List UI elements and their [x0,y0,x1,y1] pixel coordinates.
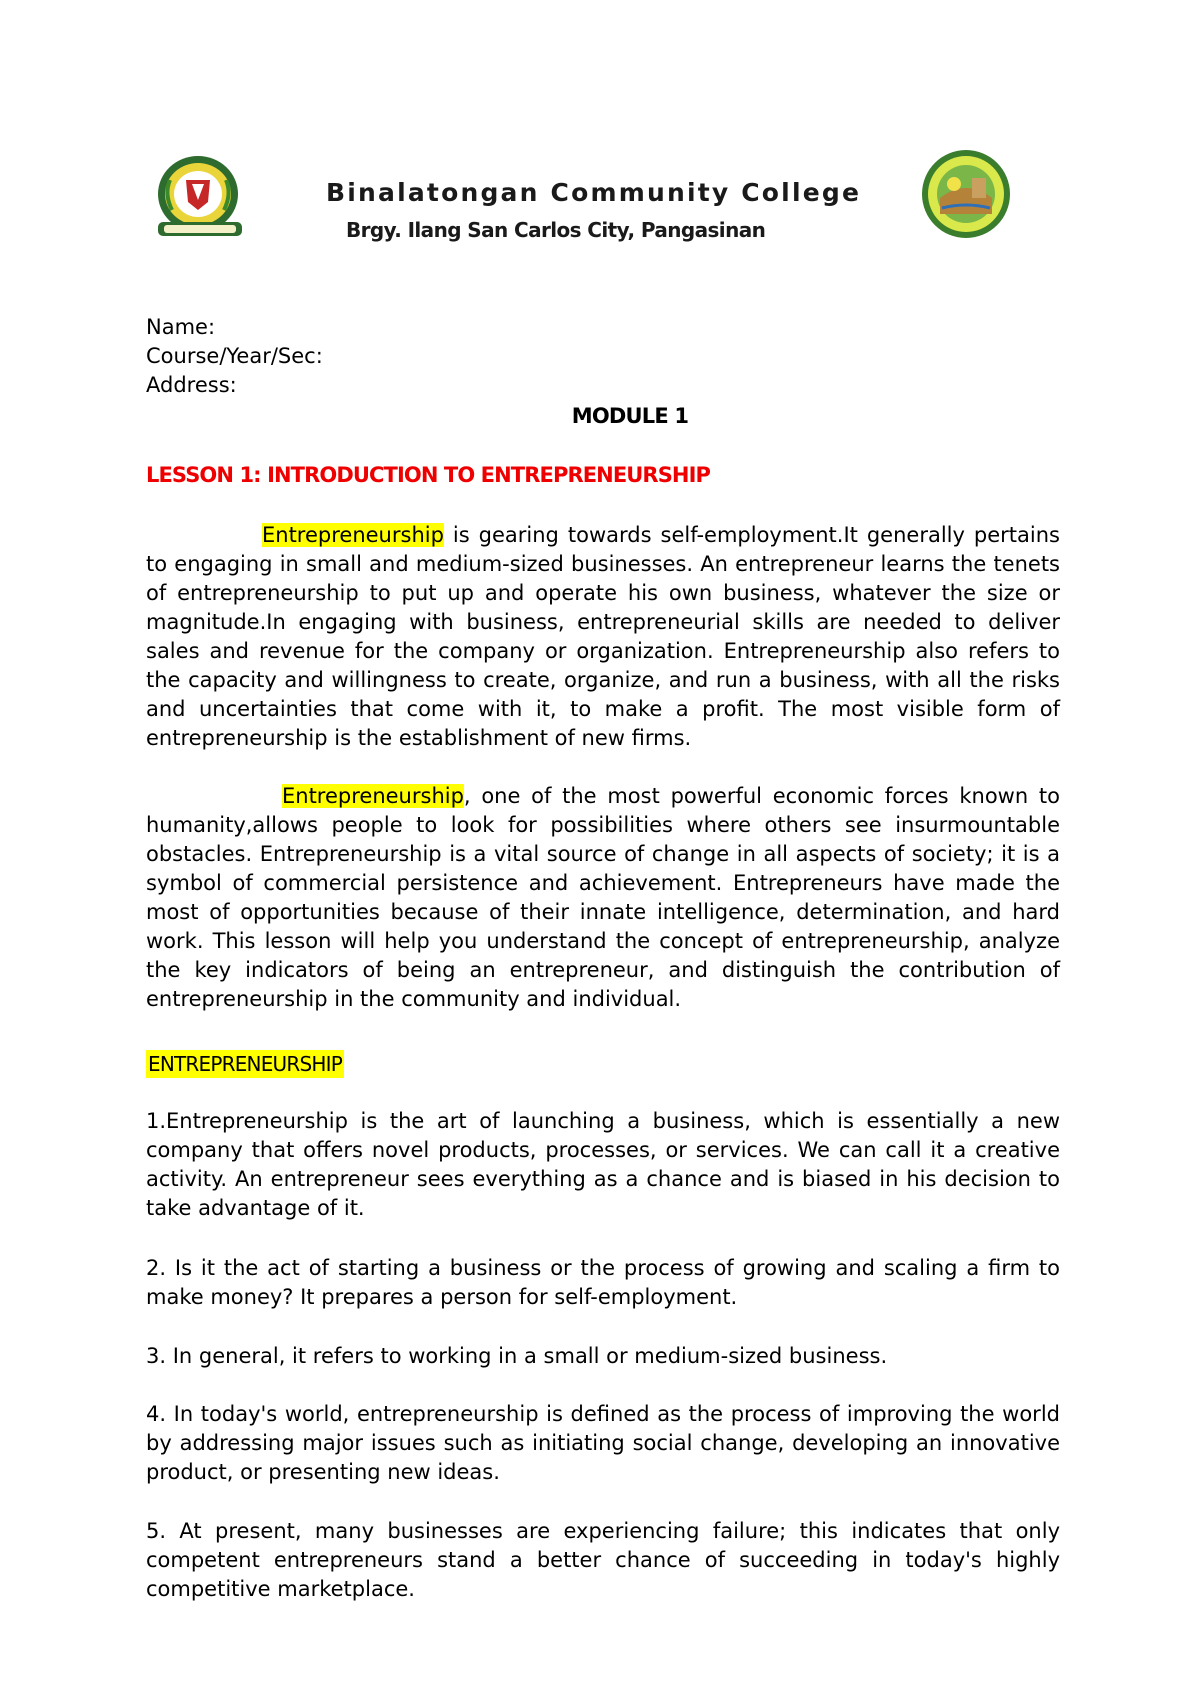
lesson-title: LESSON 1: INTRODUCTION TO ENTREPRENEURSHIP [146,463,711,487]
highlighted-term: Entrepreneurship [262,523,444,547]
intro-paragraph-1 [146,521,1060,753]
college-name: Binalatongan Community College [326,178,862,207]
paragraph-text: , one of the most powerful economic forces known to humanity,allows people to look for possibilities where others see insurmountable obstacles. Entrepreneurship is a vital source of change in all aspects of society; it is a symbol of commercial persistence and achievement. Entrepreneurs have made the most of opportunities because of their innate intelligence, determination, and hard work. This lesson will help you understand the concept of entrepreneurship, analyze the key indicators of being an entrepreneur, and distinguish the contribution of entrepreneurship in the community and individual. [146,784,1060,1011]
course-year-sec-label: Course/Year/Sec: [146,344,323,368]
address-label: Address: [146,373,237,397]
module-title: MODULE 1 [571,404,689,428]
college-seal-icon [150,150,250,242]
college-address: Brgy. Ilang San Carlos City, Pangasinan [346,218,766,242]
list-item: 4. In today's world, entrepreneurship is defined as the process of improving the world by addressing major issues such as initiating social change, developing an innovative product, or presenting new ideas. [146,1402,1060,1484]
paragraph-text: is gearing towards self-employment.It generally pertains to engaging in small and medium-sized businesses. An entrepreneur learns the tenets of entrepreneurship to put up and operate his own business, whatever the size or magnitude.In engaging with business, entrepreneurial skills are needed to deliver sales and revenue for the company or organization. Entrepreneurship also refers to the capacity and willingness to create, organize, and run a business, with all the risks and uncertainties that come with it, to make a profit. The most visible form of entrepreneurship is the establishment of new firms. [146,523,1060,750]
list-item: 1.Entrepreneurship is the art of launching a business, which is essentially a new company that offers novel products, processes, or services. We can call it a creative activity. An entrepreneur sees everything as a chance and is biased in his decision to take advantage of it. [146,1109,1060,1220]
section-heading [146,1052,344,1076]
list-item: 2. Is it the act of starting a business or the process of growing and scaling a firm to make money? It prepares a person for self-employment. [146,1256,1060,1309]
intro-paragraph-2 [146,782,1060,1014]
city-seal-icon [920,148,1012,240]
name-label: Name: [146,315,216,339]
section-heading-text: ENTREPRENEURSHIP [148,1052,342,1076]
list-item: 5. At present, many businesses are experiencing failure; this indicates that only competent entrepreneurs stand a better chance of succeeding in today's highly competitive marketplace. [146,1519,1060,1601]
highlighted-term: Entrepreneurship [282,784,464,808]
list-item: 3. In general, it refers to working in a small or medium-sized business. [146,1344,888,1368]
